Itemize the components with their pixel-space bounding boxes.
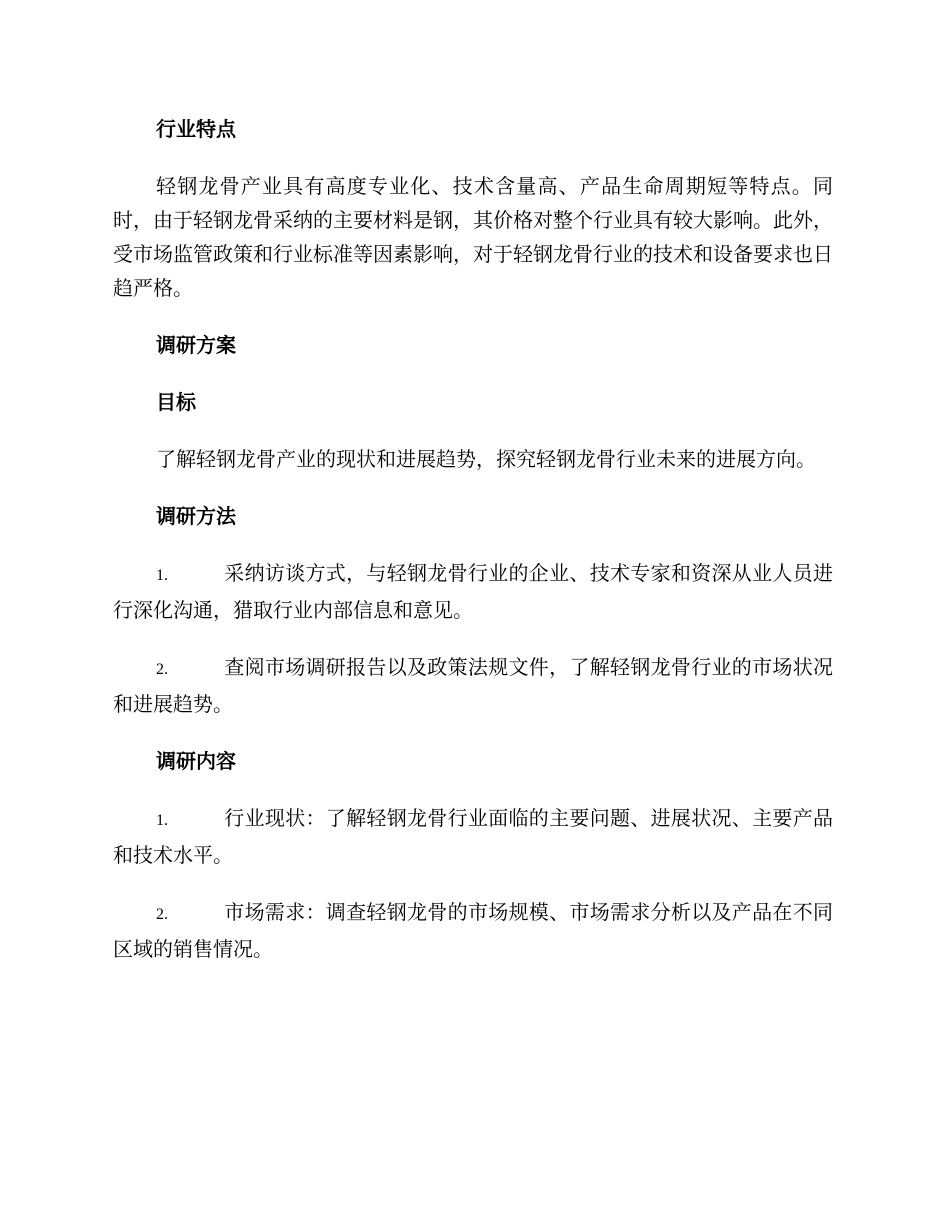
list-item-number: 1. bbox=[156, 567, 168, 584]
heading-research-methods: 调研方法 bbox=[156, 504, 236, 528]
list-item-number: 2. bbox=[156, 906, 168, 923]
heading-industry-features: 行业特点 bbox=[156, 117, 236, 141]
list-item bbox=[113, 650, 833, 721]
list-item bbox=[113, 895, 833, 966]
heading-goal: 目标 bbox=[156, 390, 196, 414]
list-item-number: 2. bbox=[156, 661, 168, 678]
list-item-text: 市场需求：调查轻钢龙骨的市场规模、市场需求分析以及产品在不同区域的销售情况。 bbox=[113, 900, 833, 961]
list-item bbox=[113, 556, 833, 627]
list-item-text: 行业现状：了解轻钢龙骨行业面临的主要问题、进展状况、主要产品和技术水平。 bbox=[113, 806, 833, 867]
heading-research-plan: 调研方案 bbox=[156, 333, 236, 357]
paragraph-industry-features: 轻钢龙骨产业具有高度专业化、技术含量高、产品生命周期短等特点。同时，由于轻钢龙骨采纳的主要材料是钢，其价格对整个行业具有较大影响。此外，受市场监管政策和行业标准等因素影响，对于轻钢龙骨行业的技术和设备要求也日趋严格。 bbox=[113, 174, 833, 300]
list-item bbox=[113, 801, 833, 872]
list-item-text: 查阅市场调研报告以及政策法规文件，了解轻钢龙骨行业的市场状况和进展趋势。 bbox=[113, 655, 833, 716]
document-page bbox=[113, 112, 833, 989]
paragraph-goal: 了解轻钢龙骨产业的现状和进展趋势，探究轻钢龙骨行业未来的进展方向。 bbox=[156, 447, 816, 471]
list-item-number: 1. bbox=[156, 812, 168, 829]
heading-research-content: 调研内容 bbox=[156, 749, 236, 773]
list-item-text: 采纳访谈方式，与轻钢龙骨行业的企业、技术专家和资深从业人员进行深化沟通，猎取行业内部信息和意见。 bbox=[113, 561, 833, 622]
